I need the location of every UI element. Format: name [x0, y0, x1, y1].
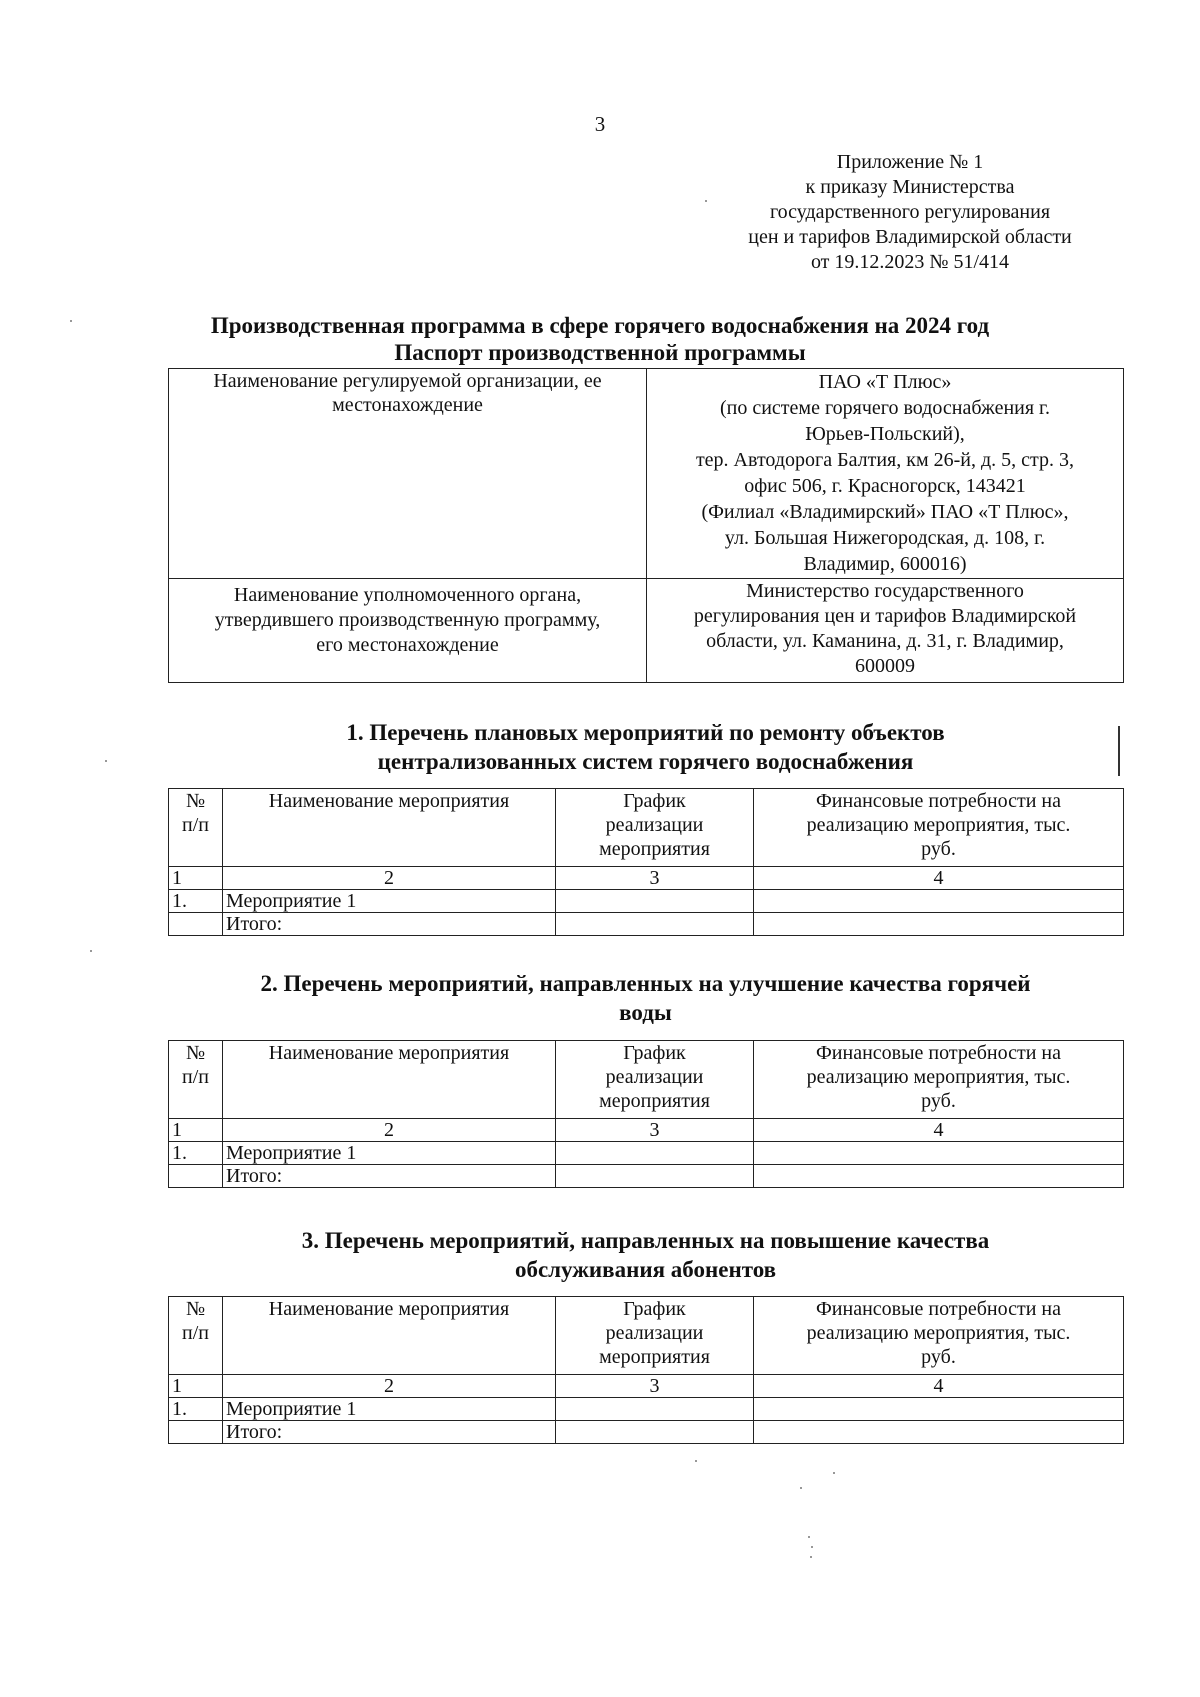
passport-row-authority — [169, 579, 1124, 683]
scan-speck — [70, 320, 72, 322]
total-schedule — [556, 913, 754, 936]
header-finance-line: руб. — [921, 1346, 956, 1368]
header-schedule — [556, 1041, 754, 1119]
total-number — [169, 913, 223, 936]
row-schedule — [556, 890, 754, 913]
authority-value — [647, 579, 1124, 683]
header-schedule-line: мероприятия — [599, 838, 710, 860]
column-number-row — [169, 867, 1124, 890]
column-number: 2 — [223, 1119, 556, 1142]
column-number: 3 — [556, 1119, 754, 1142]
row-name: Мероприятие 1 — [223, 1142, 556, 1165]
header-schedule — [556, 1297, 754, 1375]
scan-speck — [833, 1472, 835, 1474]
authority-label-line: его местонахождение — [316, 634, 499, 656]
header-number-line: п/п — [182, 1066, 209, 1088]
document-title: Производственная программа в сфере горячего водоснабжения на 2024 год — [210, 313, 990, 338]
header-schedule-line: реализации — [605, 1066, 704, 1088]
header-finance-line: реализацию мероприятия, тыс. — [806, 1066, 1071, 1088]
column-number-row — [169, 1119, 1124, 1142]
column-number: 1 — [169, 1375, 223, 1398]
header-schedule-line: реализации — [605, 814, 704, 836]
organization-label — [169, 369, 647, 579]
header-number — [169, 1041, 223, 1119]
header-name: Наименование мероприятия — [223, 789, 556, 867]
organization-value-line: тер. Автодорога Балтия, км 26-й, д. 5, стр. 3, — [695, 449, 1075, 471]
header-number-line: п/п — [182, 814, 209, 836]
appendix-line: цен и тарифов Владимирской области — [748, 226, 1072, 248]
authority-value-line: регулирования цен и тарифов Владимирской — [693, 605, 1077, 627]
header-schedule — [556, 789, 754, 867]
row-finance — [754, 1142, 1124, 1165]
row-schedule — [556, 1142, 754, 1165]
header-finance — [754, 1041, 1124, 1119]
row-name: Мероприятие 1 — [223, 890, 556, 913]
header-name: Наименование мероприятия — [223, 1297, 556, 1375]
appendix-line: государственного регулирования — [769, 201, 1051, 223]
appendix-line: к приказу Министерства — [805, 176, 1015, 198]
header-schedule-line: мероприятия — [599, 1090, 710, 1112]
appendix-block — [700, 150, 1120, 275]
total-row — [169, 1165, 1124, 1188]
authority-value-line: Министерство государственного — [746, 580, 1024, 602]
total-number — [169, 1421, 223, 1444]
header-schedule-line: График — [623, 1298, 686, 1320]
row-number: 1. — [169, 1398, 223, 1421]
column-number: 2 — [223, 1375, 556, 1398]
header-schedule-line: График — [623, 790, 686, 812]
section-title-line: 3. Перечень мероприятий, направленных на повышение качества — [301, 1228, 990, 1253]
authority-value-line: области, ул. Каманина, д. 31, г. Владимир, — [706, 630, 1064, 652]
section-2-title — [168, 969, 1123, 1027]
section-2-table — [168, 1040, 1124, 1188]
column-number-row — [169, 1375, 1124, 1398]
header-number — [169, 789, 223, 867]
table-row — [169, 1398, 1124, 1421]
total-label: Итого: — [223, 913, 556, 936]
total-number — [169, 1165, 223, 1188]
header-name: Наименование мероприятия — [223, 1041, 556, 1119]
header-schedule-line: График — [623, 1042, 686, 1064]
row-number: 1. — [169, 1142, 223, 1165]
organization-label-line: Наименование регулируемой организации, ее — [213, 370, 602, 392]
total-finance — [754, 1421, 1124, 1444]
section-title-line: 1. Перечень плановых мероприятий по ремонту объектов — [346, 720, 945, 745]
row-finance — [754, 890, 1124, 913]
authority-label-line: утвердившего производственную программу, — [214, 609, 601, 631]
scan-speck — [811, 1546, 813, 1548]
table-row — [169, 890, 1124, 913]
appendix-line: от 19.12.2023 № 51/414 — [810, 251, 1010, 273]
passport-table — [168, 368, 1124, 683]
header-finance-line: Финансовые потребности на — [816, 790, 1061, 812]
header-finance-line: реализацию мероприятия, тыс. — [806, 1322, 1071, 1344]
column-number: 3 — [556, 1375, 754, 1398]
scan-speck — [695, 1460, 697, 1462]
table-header-row — [169, 1297, 1124, 1375]
organization-value-line: офис 506, г. Красногорск, 143421 — [744, 475, 1026, 497]
total-row — [169, 1421, 1124, 1444]
organization-value-line: (по системе горячего водоснабжения г. — [719, 397, 1051, 419]
authority-value-line: 600009 — [855, 655, 915, 677]
header-schedule-line: реализации — [605, 1322, 704, 1344]
column-number: 4 — [754, 867, 1124, 890]
column-number: 4 — [754, 1375, 1124, 1398]
header-finance — [754, 1297, 1124, 1375]
header-number-line: № — [185, 790, 206, 812]
appendix-line: Приложение № 1 — [836, 151, 984, 173]
scan-speck — [90, 950, 92, 952]
total-schedule — [556, 1421, 754, 1444]
passport-title: Паспорт производственной программы — [394, 340, 806, 365]
organization-value-line: Юрьев-Польский), — [805, 423, 965, 445]
scan-speck — [105, 760, 107, 762]
column-number: 1 — [169, 867, 223, 890]
table-header-row — [169, 789, 1124, 867]
total-schedule — [556, 1165, 754, 1188]
section-title-line: обслуживания абонентов — [514, 1257, 777, 1282]
scan-speck — [705, 200, 707, 202]
total-finance — [754, 1165, 1124, 1188]
column-number: 4 — [754, 1119, 1124, 1142]
header-number-line: № — [185, 1042, 206, 1064]
row-finance — [754, 1398, 1124, 1421]
row-name: Мероприятие 1 — [223, 1398, 556, 1421]
organization-value-line: ПАО «Т Плюс» — [818, 371, 952, 393]
row-number: 1. — [169, 890, 223, 913]
section-1-table — [168, 788, 1124, 936]
column-number: 1 — [169, 1119, 223, 1142]
scan-edge-mark — [1118, 726, 1120, 776]
header-number — [169, 1297, 223, 1375]
header-finance-line: Финансовые потребности на — [816, 1298, 1061, 1320]
total-row — [169, 913, 1124, 936]
organization-value — [647, 369, 1124, 579]
organization-value-line: (Филиал «Владимирский» ПАО «Т Плюс», — [701, 501, 1069, 523]
organization-value-line: ул. Большая Нижегородская, д. 108, г. — [724, 527, 1046, 549]
authority-label — [169, 579, 647, 683]
scan-speck — [800, 1487, 802, 1489]
header-number-line: № — [185, 1298, 206, 1320]
section-title-line: воды — [619, 1000, 672, 1025]
section-3-title — [168, 1226, 1123, 1284]
scan-speck — [808, 1536, 810, 1538]
header-finance-line: руб. — [921, 838, 956, 860]
section-title-line: централизованных систем горячего водоснабжения — [377, 749, 914, 774]
section-title-line: 2. Перечень мероприятий, направленных на улучшение качества горячей — [260, 971, 1031, 996]
row-schedule — [556, 1398, 754, 1421]
header-number-line: п/п — [182, 1322, 209, 1344]
column-number: 2 — [223, 867, 556, 890]
organization-label-line: местонахождение — [332, 394, 483, 416]
total-label: Итого: — [223, 1421, 556, 1444]
scan-speck — [810, 1556, 812, 1558]
header-finance — [754, 789, 1124, 867]
table-row — [169, 1142, 1124, 1165]
header-finance-line: руб. — [921, 1090, 956, 1112]
table-header-row — [169, 1041, 1124, 1119]
total-finance — [754, 913, 1124, 936]
section-3-table — [168, 1296, 1124, 1444]
section-1-title — [168, 718, 1123, 776]
header-schedule-line: мероприятия — [599, 1346, 710, 1368]
organization-value-line: Владимир, 600016) — [803, 553, 967, 575]
header-finance-line: реализацию мероприятия, тыс. — [806, 814, 1071, 836]
header-finance-line: Финансовые потребности на — [816, 1042, 1061, 1064]
page-number: 3 — [594, 112, 606, 136]
total-label: Итого: — [223, 1165, 556, 1188]
column-number: 3 — [556, 867, 754, 890]
authority-label-line: Наименование уполномоченного органа, — [233, 584, 582, 606]
passport-row-organization — [169, 369, 1124, 579]
